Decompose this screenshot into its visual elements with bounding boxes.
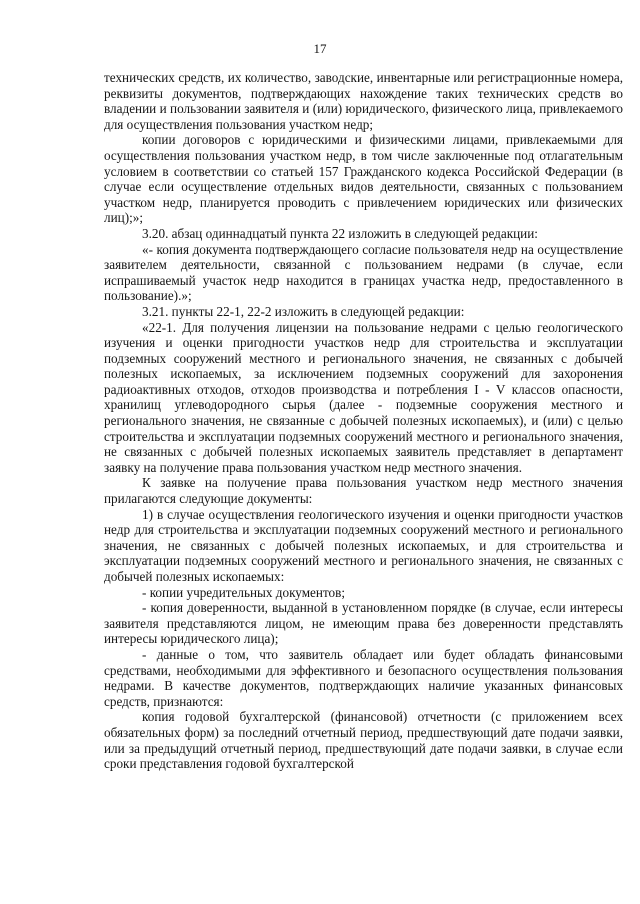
paragraph: - копии учредительных документов;: [142, 584, 346, 600]
paragraph: «- копия документа подтверждающего согласие пользователя недр на осуществление заявителем деятельности, связанной с пользованием недрами (в случае, если испрашиваемый участок недр находится в границах участка недр, предоставленного в пользование).»;: [104, 241, 623, 304]
paragraph: «22-1. Для получения лицензии на пользование недрами с целью геологического изучения и оценки пригодности участков недр для строительства и эксплуатации подземных сооружений местного и регионального значения, не связанных с добычей полезных ископаемых, за исключением подземных сооружений для захоронения радиоактивных отходов, отходов производства и потребления I - V классов опасности, хранилищ углеводородного сырья (далее - подземные сооружения местного и регионального значения, не связанные с добычей полезных ископаемых), и (или) с целью строительства и эксплуатации подземных сооружений местного и регионального значения, не связанных с добычей полезных ископаемых заявитель представляет в департамент заявку на получение права пользования участком недр местного значения.: [104, 319, 623, 475]
paragraph: копии договоров с юридическими и физическими лицами, привлекаемыми для осуществления пользования участком недр, в том числе заключенные под отлагательным условием в соответствии со статьей 157 Гражданского кодекса Российской Федерации (в случае если осуществление отдельных видов деятельности, связанных с пользованием участком недр, планируется проводить с привлечением юридических или физических лиц);»;: [104, 132, 623, 226]
paragraph: копия годовой бухгалтерской (финансовой) отчетности (с приложением всех обязательных форм) за последний отчетный период, предшествующий дате подачи заявки, или за предыдущий отчетный период, предшествующий дате подачи заявки, в случае если сроки представления годовой бухгалтерской: [104, 709, 623, 772]
paragraph: - копия доверенности, выданной в установленном порядке (в случае, если интересы заявителя представляются лицом, не имеющим права без доверенности представлять интересы юридического лица);: [104, 600, 623, 647]
paragraph: 3.20. абзац одиннадцатый пункта 22 изложить в следующей редакции:: [142, 225, 538, 241]
page-number: 17: [313, 41, 327, 56]
paragraph: 1) в случае осуществления геологического изучения и оценки пригодности участков недр для строительства и эксплуатации подземных сооружений местного и регионального значения, не связанных с добычей полезных ископаемых, и для строительства и эксплуатации подземных сооружений местного и регионального значения, не связанных с добычей полезных ископаемых:: [104, 506, 623, 584]
paragraph: - данные о том, что заявитель обладает или будет обладать финансовыми средствами, необходимыми для эффективного и безопасного осуществления пользования недрами. В качестве документов, подтверждающих наличие указанных финансовых средств, признаются:: [104, 646, 623, 709]
paragraph: 3.21. пункты 22-1, 22-2 изложить в следующей редакции:: [142, 303, 465, 319]
document-body: [104, 70, 623, 772]
paragraph: К заявке на получение права пользования участком недр местного значения прилагаются следующие документы:: [104, 475, 623, 507]
paragraph: технических средств, их количество, заводские, инвентарные или регистрационные номера, реквизиты документов, подтверждающих нахождение таких технических средств во владении и пользовании заявителя и (или) юридического, физического лица, привлекаемого для осуществления пользования участком недр;: [104, 70, 623, 132]
